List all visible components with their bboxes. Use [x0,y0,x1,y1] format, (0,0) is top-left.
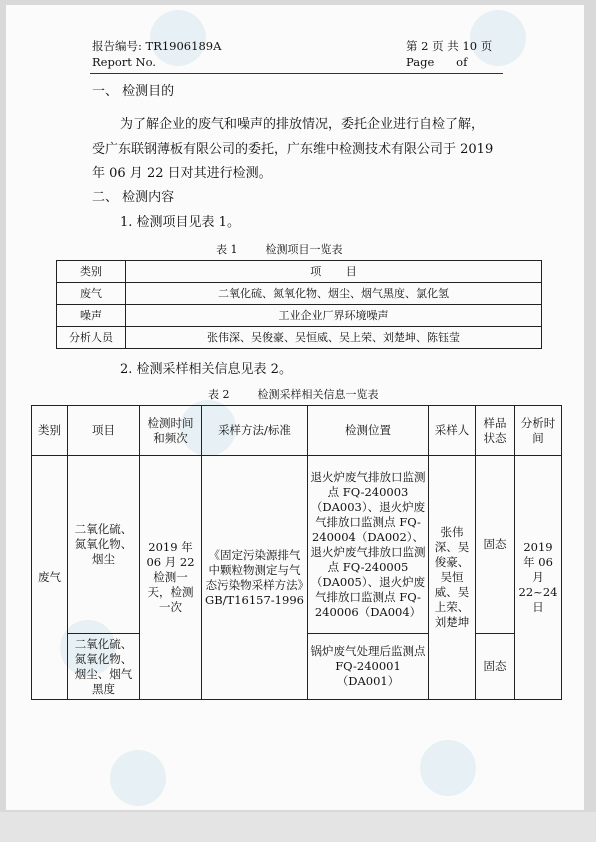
table-1 [56,260,542,349]
table-header-cell: 采样人 [429,406,476,456]
table-header-cell: 项 目 [126,261,542,283]
table-row [57,305,542,327]
watermark-logo [420,740,476,796]
item-cell: 二氧化硫、氮氧化物、烟尘 [68,456,140,634]
section1-paragraph-line: 为了解企业的废气和噪声的排放情况，委托企业进行自检了解， [120,117,485,132]
category-cell: 废气 [32,456,68,700]
state-cell: 固态 [476,456,515,634]
page-number-block [406,38,492,70]
item-cell: 二氧化硫、氮氧化物、烟尘、烟气黑度 [68,634,140,700]
page-number: 第 2 页 共 10 页 [406,39,493,53]
state-cell: 固态 [476,634,515,700]
table-header-cell: 采样方法/标准 [202,406,308,456]
table-row [57,327,542,349]
location-cell: 锅炉废气处理后监测点 FQ-240001（DA001） [308,634,429,700]
table2-caption: 表 2 检测采样相关信息一览表 [208,388,379,401]
table-header-cell: 样品状态 [476,406,515,456]
table-cell: 废气 [57,283,126,305]
table-2 [31,405,562,700]
watermark-logo [110,750,166,806]
table-header-cell: 类别 [57,261,126,283]
page-number-en: Page of [406,55,468,69]
table-cell: 分析人员 [57,327,126,349]
table-header-cell: 项目 [68,406,140,456]
report-number-en: Report No. [92,55,156,69]
report-number: 报告编号: TR1906189A [92,39,222,53]
section1-heading: 一、 检测目的 [92,84,175,99]
table-cell: 噪声 [57,305,126,327]
table-header-cell: 检测位置 [308,406,429,456]
table-cell: 工业企业厂界环境噪声 [126,305,542,327]
sampler-cell: 张伟深、吴俊豪、吴恒威、吴上荣、刘楚坤 [429,456,476,700]
table-header-cell: 类别 [32,406,68,456]
section1-paragraph-line: 年 06 月 22 日对其进行检测。 [92,166,272,181]
location-cell: 退火炉废气排放口监测点 FQ-240003（DA003）、退火炉废气排放口监测点 FQ-240004（DA002）、退火炉废气排放口监测点 FQ-240005（DA005）、退火炉废气排放口监测点 FQ-240006（DA004） [308,456,429,634]
table-header-cell: 检测时间和频次 [140,406,202,456]
section1-paragraph-line: 受广东联钢薄板有限公司的委托，广东维中检测技术有限公司于 2019 [92,142,494,157]
report-number-block [92,38,221,70]
time-frequency-cell: 2019 年 06 月 22 检测一天，检测一次 [140,456,202,700]
section2-item-2: 2. 检测采样相关信息见表 2。 [120,362,292,377]
section2-heading: 二、 检测内容 [92,190,175,205]
table-row [57,283,542,305]
table1-caption: 表 1 检测项目一览表 [216,243,343,256]
header-divider [90,73,503,74]
analysis-time-cell: 2019 年 06 月 22~24 日 [515,456,562,700]
table-cell: 张伟深、吴俊豪、吴恒威、吴上荣、刘楚坤、陈钰莹 [126,327,542,349]
table-header-cell: 分析时间 [515,406,562,456]
table-header-row [32,406,562,456]
section2-item-1: 1. 检测项目见表 1。 [120,215,240,230]
table-row [32,456,562,634]
scan-bottom-margin [0,812,596,842]
table-cell: 二氧化硫、氮氧化物、烟尘、烟气黑度、氯化氢 [126,283,542,305]
table-header-row [57,261,542,283]
method-cell: 《固定污染源排气中颗粒物测定与气态污染物采样方法》GB/T16157-1996 [202,456,308,700]
